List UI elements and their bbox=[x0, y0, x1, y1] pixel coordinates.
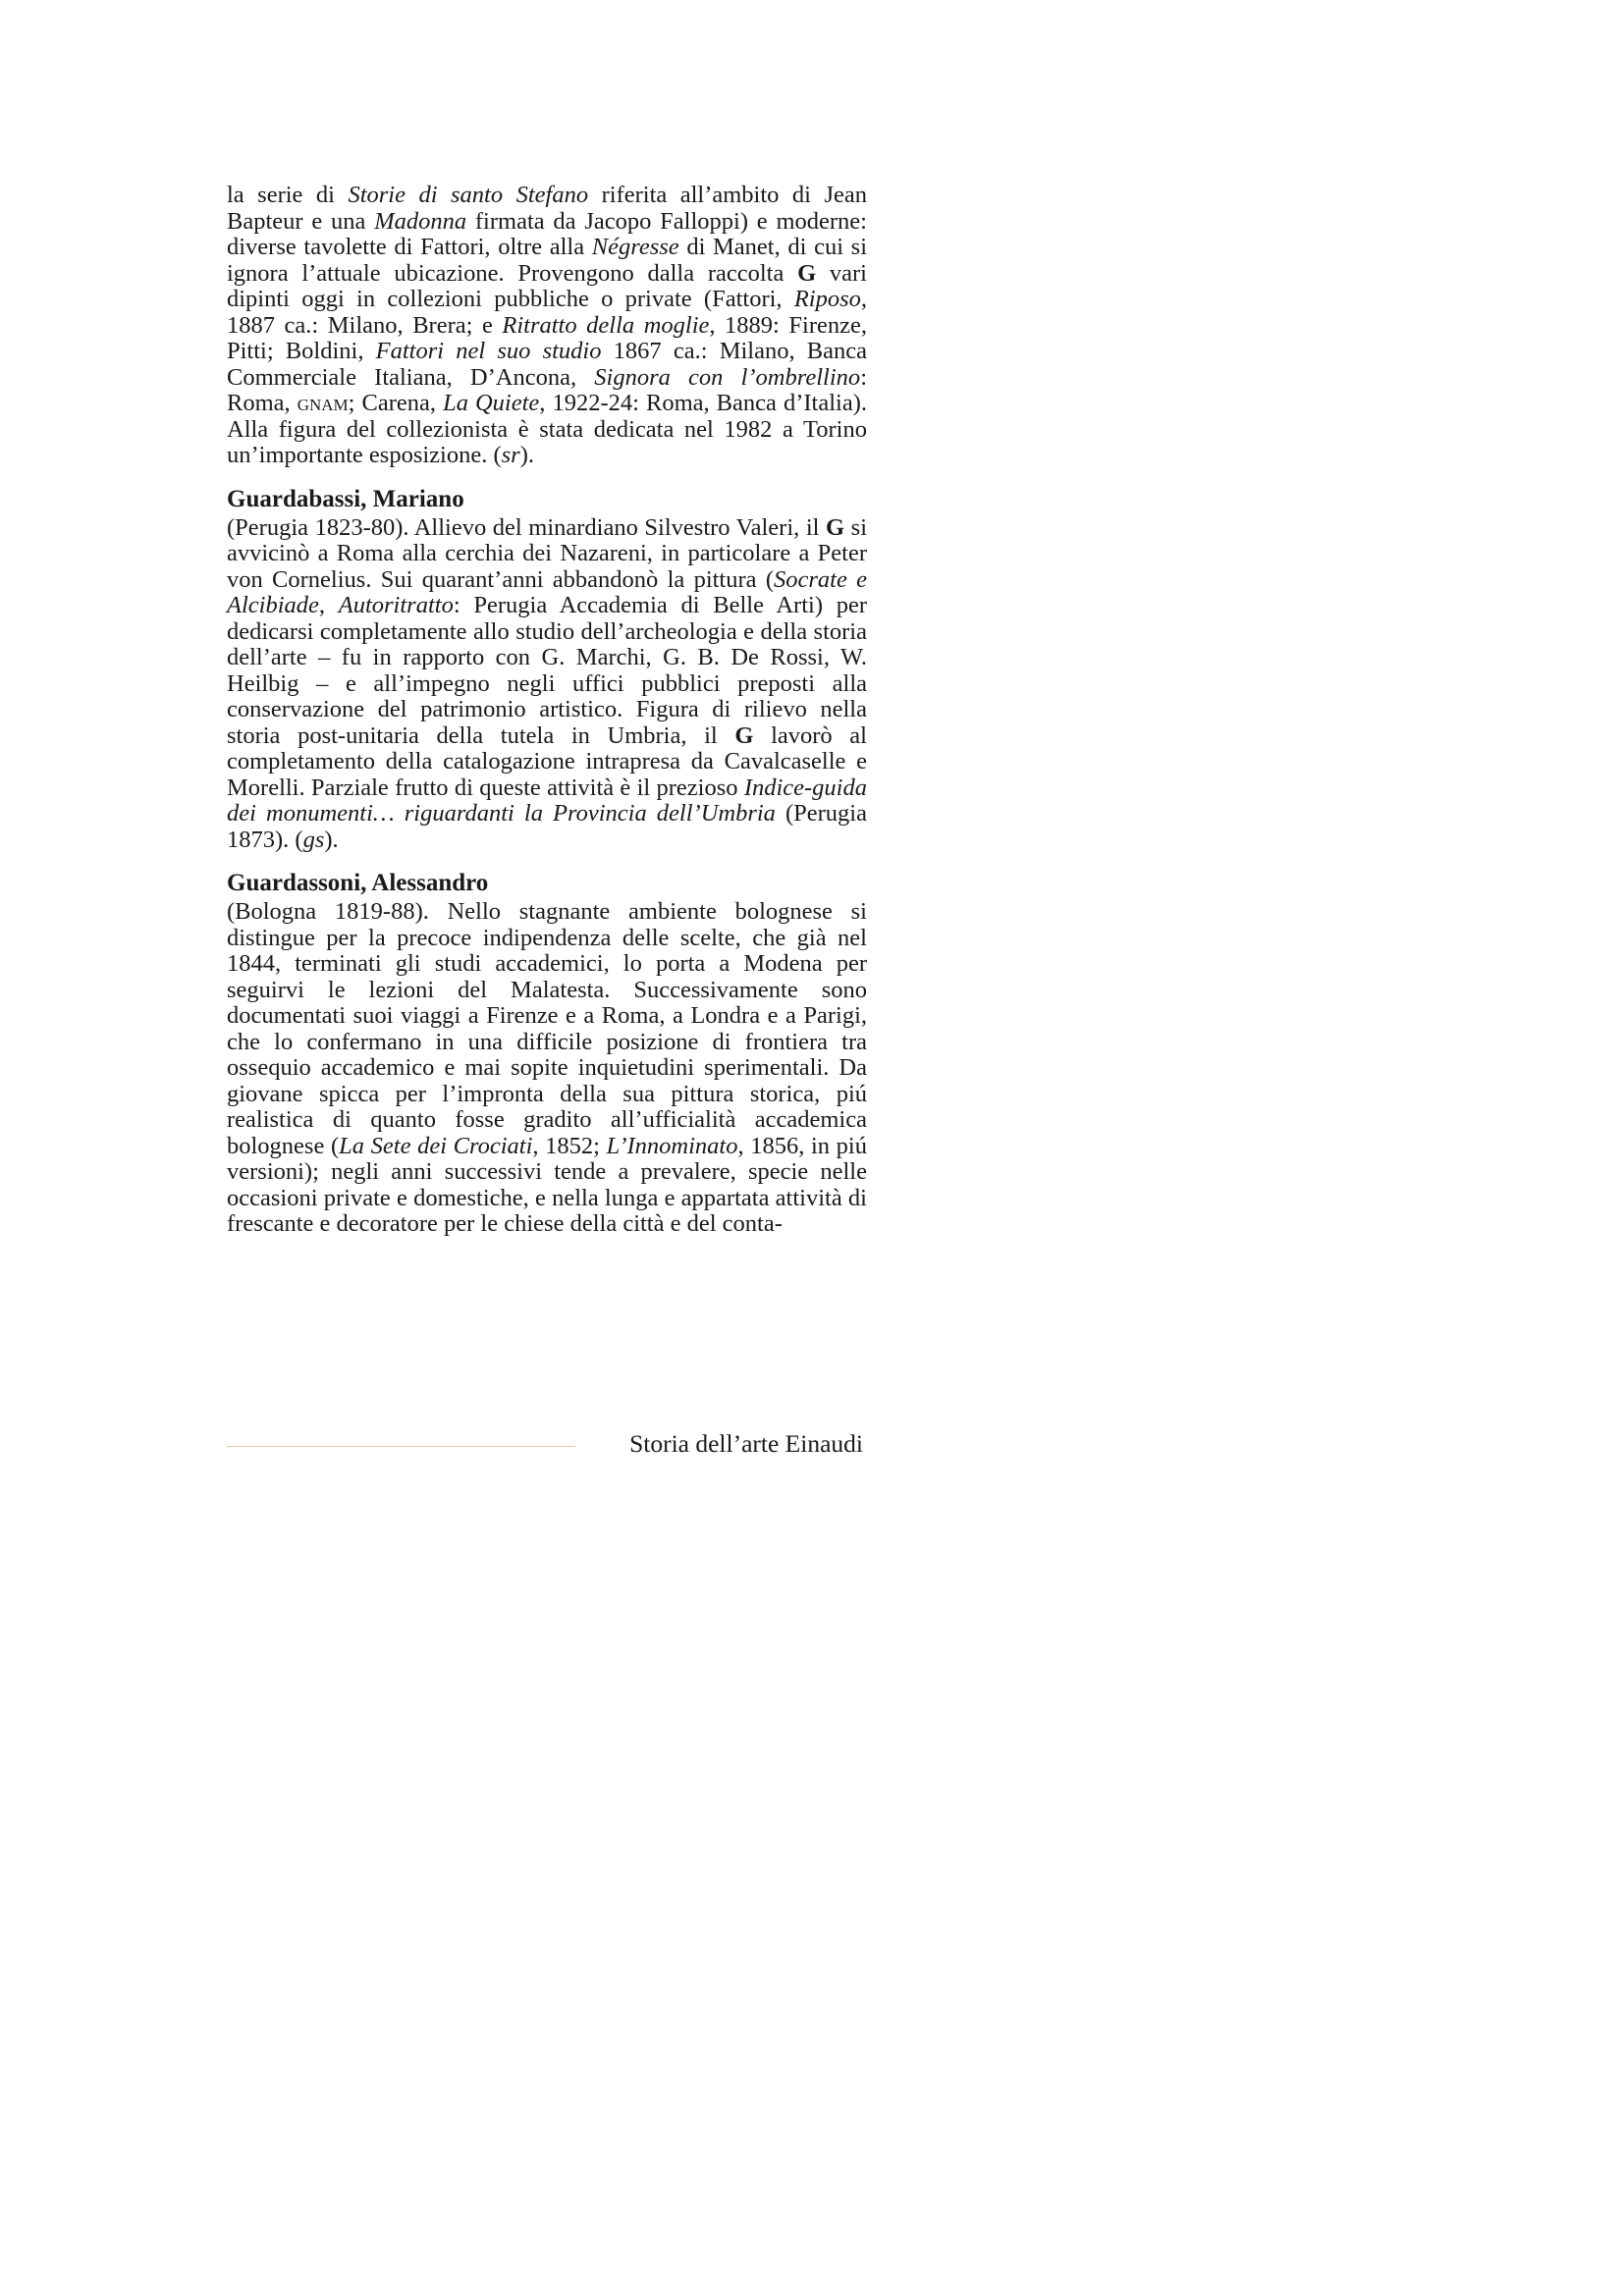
text-run: G bbox=[826, 513, 845, 541]
entry-body-guardabassi bbox=[227, 515, 867, 854]
footer-rule bbox=[227, 1446, 575, 1447]
text-run: lavorò al completamento della catalogazione intrapresa da Cavalcaselle e Morelli. Parziale frutto di queste attività è il prezioso bbox=[227, 721, 867, 801]
text-run: (Perugia 1873). ( bbox=[227, 800, 867, 853]
text-run: Riposo bbox=[793, 286, 861, 312]
text-run: 1867 ca.: Milano, Banca Commerciale Italiana, D’Ancona, bbox=[227, 338, 867, 391]
text-run: ). bbox=[324, 826, 339, 853]
entry-body-guardassoni bbox=[227, 899, 867, 1238]
text-run: ; Carena, bbox=[348, 390, 444, 416]
text-run: Madonna bbox=[374, 207, 467, 235]
text-run: ). bbox=[519, 442, 535, 468]
text-run: gs bbox=[302, 826, 325, 853]
text-run: Ritratto della moglie bbox=[502, 311, 710, 339]
text-run: Négresse bbox=[591, 234, 679, 260]
text-run: , 1889: Firenze, Pitti; Boldini, bbox=[227, 311, 867, 364]
intro-paragraph bbox=[227, 183, 867, 469]
text-run: si avvicinò a Roma alla cerchia dei Nazareni, in particolare a Peter von Cornelius. Sui quarant’anni abbandonò la pittura ( bbox=[227, 513, 868, 593]
text-run: Socrate e Alcibiade bbox=[227, 565, 867, 618]
text-run: gnam bbox=[297, 390, 349, 416]
footer-title: Storia dell’arte Einaudi bbox=[629, 1429, 863, 1458]
text-run: , 1856, in piú versioni); negli anni successivi tende a prevalere, specie nelle occasioni private e domestiche, e nella lunga e appartata attività di frescante e decoratore per le chiese della città e del conta- bbox=[227, 1132, 867, 1237]
text-run: , 1922-24: Roma, Banca d’Italia). Alla figura del collezionista è stata dedicata nel 1982 a Torino un’importante esposizione. ( bbox=[227, 390, 867, 468]
text-run: , 1887 ca.: Milano, Brera; e bbox=[227, 286, 867, 339]
text-run: La Quiete bbox=[443, 390, 540, 416]
text-run: G bbox=[734, 721, 754, 749]
text-run: : Roma, bbox=[227, 363, 867, 416]
text-run: Storie di santo Stefano bbox=[348, 182, 589, 208]
text-run: (Bologna 1819-88). Nello stagnante ambiente bolognese si distingue per la precoce indipendenza delle scelte, che già nel 1844, terminati gli studi accademici, lo porta a Modena per seguirvi le lezioni del Malatesta. Successivamente sono documentati suoi viaggi a Firenze e a Roma, a Londra e a Parigi, che lo confermano in una difficile posizione di frontiera tra ossequio accademico e mai sopite inquietudini sperimentali. Da giovane spicca per l’impronta della sua pittura storica, piú realistica di quanto fosse gradito all’ufficialità accademica bolognese ( bbox=[227, 898, 867, 1159]
text-run: riferita all’ambito di Jean Bapteur e una bbox=[227, 182, 867, 235]
text-run: Indice-guida dei monumenti… riguardanti la Provincia dell’Umbria bbox=[227, 774, 867, 827]
text-run: G bbox=[797, 259, 817, 287]
text-column bbox=[227, 183, 867, 1238]
entry-heading-guardassoni: Guardassoni, Alessandro bbox=[227, 870, 489, 896]
text-run: di Manet, di cui si ignora l’attuale ubicazione. Provengono dalla raccolta bbox=[227, 234, 867, 287]
text-run: Fattori nel suo studio bbox=[375, 338, 602, 364]
text-run: Autoritratto bbox=[338, 592, 454, 618]
text-run: Signora con l’ombrellino bbox=[594, 363, 861, 391]
text-run: (Perugia 1823-80). Allievo del minardiano Silvestro Valeri, il bbox=[227, 513, 827, 541]
text-run: L’Innominato bbox=[606, 1132, 738, 1159]
text-run: firmata da Jacopo Falloppi) e moderne: diverse tavolette di Fattori, oltre alla bbox=[227, 207, 867, 260]
text-run: : Perugia Accademia di Belle Arti) per dedicarsi completamente allo studio dell’archeologia e della storia dell’arte – fu in rapporto con G. Marchi, G. B. De Rossi, W. Heilbig – e all’impegno negli uffici pubblici preposti alla conservazione del patrimonio artistico. Figura di rilievo nella storia post-unitaria della tutela in Umbria, il bbox=[227, 592, 867, 749]
text-run: vari dipinti oggi in collezioni pubbliche o private (Fattori, bbox=[227, 259, 867, 312]
text-run: , 1852; bbox=[532, 1132, 607, 1159]
text-run: la serie di bbox=[227, 182, 349, 208]
entry-heading-guardabassi: Guardabassi, Mariano bbox=[227, 485, 464, 512]
text-run: , bbox=[318, 592, 339, 618]
text-run: sr bbox=[501, 442, 520, 468]
text-run: La Sete dei Crociati bbox=[339, 1132, 533, 1159]
